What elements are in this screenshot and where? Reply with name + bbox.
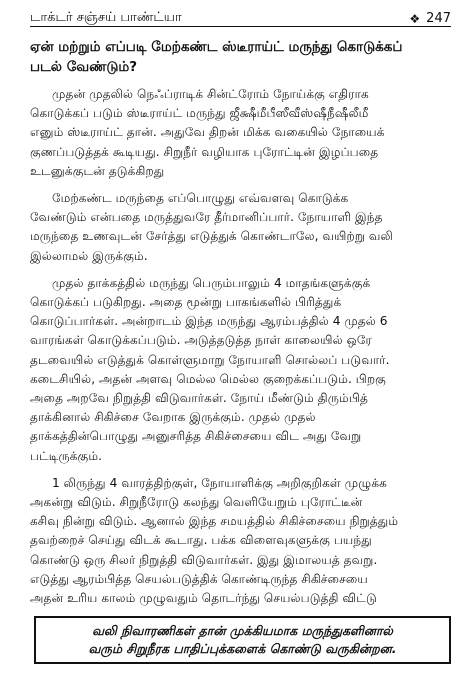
paragraph-line: கொடுக்கப் படுகிறது. அதை மூன்று பாகங்களில் பிரித்துக்	[30, 295, 342, 310]
paragraph-line: எடுத்து ஆரம்பித்த செயல்படுத்திக் கொண்டிருந்த சிகிச்சையை	[30, 571, 368, 586]
paragraph-line: தாக்கத்தின்பொழுது அனுசரித்த சிகிச்சையை விட அது வேறு	[30, 429, 362, 444]
paragraph	[30, 274, 451, 466]
paragraph-line: அகன்று விடும். சிறுநீரோடு கலந்து வெளியேறும் புரோட்டீன்	[30, 495, 363, 510]
paragraph-line: அதன் உரிய காலம் முழுவதும் தொடர்ந்து செயல்படுத்தி விட்டு	[30, 591, 377, 606]
paragraph-line: இல்லாமல் இருக்கும்.	[30, 248, 148, 263]
paragraph-line: உடனுக்குடன் தடுக்கிறது	[30, 163, 165, 178]
paragraph-line: எனும் ஸ்டீராய்ட் தான். அதுவே திறன் மிக்க வகையில் நோயைக்	[30, 125, 385, 140]
section-title-line: படல் வேண்டும்?	[30, 59, 138, 75]
paragraph-line: மேற்கண்ட மருந்தை எப்பொழுது எவ்வளவு கொடுக்க	[52, 191, 349, 206]
diamond-ornament-icon: ❖	[409, 11, 421, 26]
callout-line: வரும் சிறுநீரக பாதிப்புக்களைக் கொண்டு வருகின்றன.	[88, 641, 397, 656]
running-header	[30, 0, 451, 27]
paragraph-line: வாரங்கள் கொடுக்கப்படும். அடுத்தடுத்த நாள் காலையில் ஒரே	[30, 333, 372, 348]
callout-box	[34, 616, 451, 664]
paragraph-line: முதன் முதலில் நெஃப்ராடிக் சின்ட்ரோம் நோய்க்கு எதிராக	[52, 87, 369, 101]
paragraph-line: தடவையில் எடுத்துக் கொள்ளுமாறு நோயாளி சொல்லப் படுவார்.	[30, 352, 390, 367]
page-number: 247	[426, 11, 451, 26]
paragraph-line: குணப்படுத்தக் கூடியது. சிறுநீர் வழியாக புரோட்டின் இழப்பதை	[30, 144, 379, 159]
paragraph-line: தவற்றைச் செய்து விடக் கூடாது. பக்க விளைவுகளுக்கு பயந்து	[30, 533, 372, 548]
paragraph-line: பட்டிருக்கும்.	[30, 448, 103, 463]
paragraph-line: கொடுப்பார்கள். அன்றாடம் இந்த மருந்து ஆரம்பத்தில் 4 முதல் 6	[30, 314, 388, 329]
paragraph-line: கொண்டு ஒரு சிலர் நிறுத்தி விடுவார்கள். இது இமாலயத் தவறு.	[30, 552, 378, 567]
paragraph	[30, 85, 451, 181]
paragraph-line: அதை அறவே நிறுத்தி விடுவார்கள். நோய் மீண்டும் திரும்பித்	[30, 391, 368, 406]
paragraph-line: கசிவு நின்று விடும். ஆனால் இந்த சமயத்தில் சிகிச்சையை நிறுத்தும்	[30, 514, 399, 529]
paragraph-line: கொடுக்கப் படும் ஸ்டீராய்ட் மருந்து ஜீக்ஷீமீபீஸீவீஸ்ஷீநீஷீலீமீ	[30, 106, 369, 121]
paragraph-line: வேண்டும் என்பதை மருத்துவரே தீர்மானிப்பார். நோயாளி இந்த	[30, 210, 383, 225]
paragraph-line: முதல் தாக்கத்தில் மருந்து பெரும்பாலும் 4 மாதங்களுக்குக்	[52, 275, 371, 290]
running-title: டாக்டர் சஞ்சய் பாண்ட்யா	[30, 10, 182, 25]
paragraph	[30, 189, 451, 266]
callout-line: வலி நிவாரணிகள் தான் முக்கியமாக மருந்துகளினால்	[92, 623, 393, 638]
paragraph	[30, 474, 451, 608]
paragraph-line: மருந்தை உணவுடன் சேர்த்து எடுத்துக் கொண்டாலே, வயிற்று வலி	[30, 229, 393, 244]
paragraph-line: தாக்கினால் சிகிச்சை வேறாக இருக்கும். முதல் முதல்	[30, 410, 316, 425]
page-number-group	[409, 11, 451, 26]
section-title-line: ஏன் மற்றும் எப்படி மேற்கண்ட ஸ்டீராய்ட் மருந்து கொடுக்கப்	[30, 39, 403, 55]
paragraph-line: 1 லிருந்து 4 வாரத்திற்குள், நோயாளிக்கு அறிகுறிகள் முழுக்க	[52, 475, 387, 490]
section-title	[30, 37, 451, 77]
paragraph-line: கடைசியில், அதன் அளவு மெல்ல மெல்ல குறைக்கப்படும். பிறகு	[30, 371, 386, 386]
